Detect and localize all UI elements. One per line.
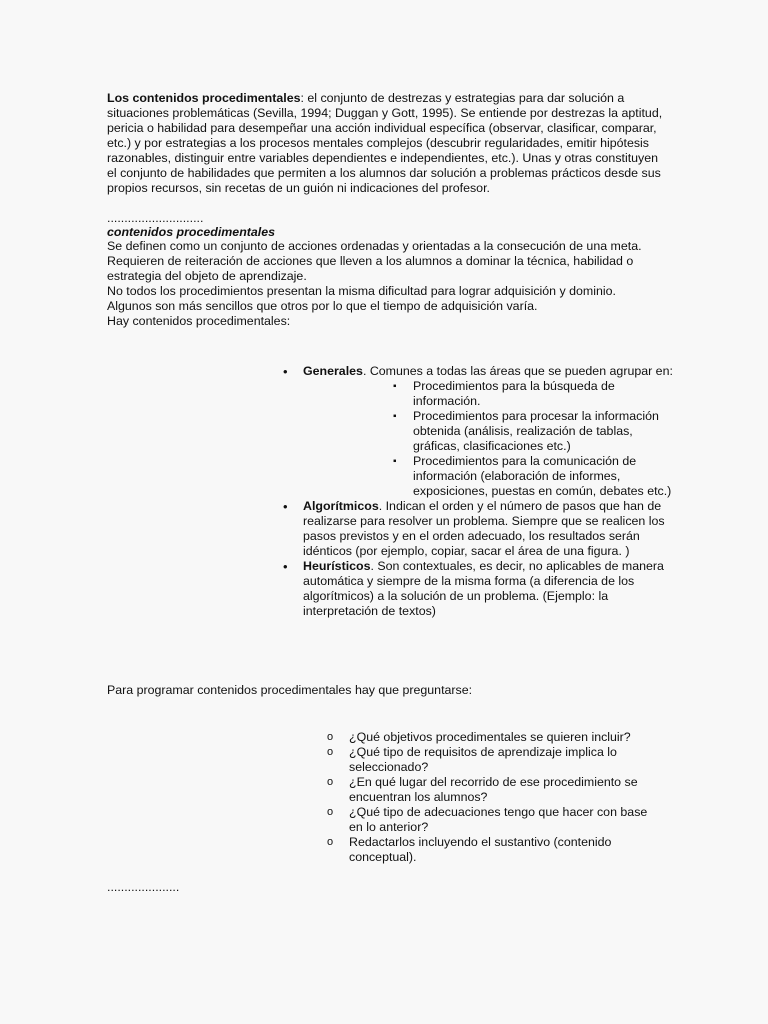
sub-list-item: ▪ Procedimientos para procesar la información obtenida (análisis, realización de tablas, gráficas, clasificaciones etc.) xyxy=(393,409,673,454)
question-item: o ¿En qué lugar del recorrido de ese procedimiento se encuentran los alumnos? xyxy=(327,775,657,805)
separator-dots-bottom: ..................... xyxy=(107,880,180,894)
questions-intro: Para programar contenidos procedimentales hay que preguntarse: xyxy=(107,683,473,697)
definition-line: Se definen como un conjunto de acciones ordenadas y orientadas a la consecución de una meta. xyxy=(107,239,642,253)
definition-line: Requieren de reiteración de acciones que lleven a los alumnos a dominar la técnica, habilidad o estrategia del objeto de aprendizaje. xyxy=(107,254,634,283)
sub-list-item: ▪ Procedimientos para la comunicación de información (elaboración de informes, exposiciones, puestas en común, debates etc.) xyxy=(393,454,673,499)
definitions-block xyxy=(107,239,667,329)
sub-list-item: ▪ Procedimientos para la búsqueda de información. xyxy=(393,379,673,409)
definition-line: Algunos son más sencillos que otros por lo que el tiempo de adquisición varía. xyxy=(107,299,538,313)
type-term: Algorítmicos xyxy=(303,499,379,513)
definition-line: No todos los procedimientos presentan la misma dificultad para lograr adquisición y dominio. xyxy=(107,284,616,298)
separator-dots: ............................ xyxy=(107,211,204,225)
type-text: . Comunes a todas las áreas que se pueden agrupar en: xyxy=(362,364,673,378)
question-item: o Redactarlos incluyendo el sustantivo (contenido conceptual). xyxy=(327,835,657,865)
type-text: . Indican el orden y el número de pasos que han de realizarse para resolver un problema. Siempre que se realicen los pasos previstos y en el orden adecuado, los resultados serán idénticos (por ejemplo, copiar, sacar el área de una figura. ) xyxy=(303,499,665,558)
list-item-generales xyxy=(283,364,673,499)
intro-paragraph xyxy=(107,91,667,196)
type-term: Generales xyxy=(303,364,363,378)
list-item-algoritmicos xyxy=(283,499,673,559)
subitems-list xyxy=(303,379,673,499)
list-item-heuristicos xyxy=(283,559,673,619)
intro-term: Los contenidos procedimentales xyxy=(107,91,301,105)
intro-text: : el conjunto de destrezas y estrategias para dar solución a situaciones problemáticas (Sevilla, 1994; Duggan y Gott, 1995). Se entiende por destrezas la aptitud, pericia o habilidad para desempeñar una acción individual específica (observar, clasificar, comparar, etc.) y por estrategias a los procesos mentales complejos (descubrir regularidades, emitir hipótesis razonables, distinguir entre variables dependientes e independientes, etc.). Unas y otras constituyen el conjunto de habilidades que permiten a los alumnos dar solución a problemas prácticos desde sus propios recursos, sin recetas de un guión ni indicaciones del profesor. xyxy=(107,91,663,195)
question-item: o ¿Qué tipo de adecuaciones tengo que hacer con base en lo anterior? xyxy=(327,805,657,835)
types-list xyxy=(283,364,673,619)
type-text: . Son contextuales, es decir, no aplicables de manera automática y siempre de la misma forma (a diferencia de los algorítmicos) a la solución de un problema. (Ejemplo: la interpretación de textos) xyxy=(303,559,664,618)
type-term: Heurísticos xyxy=(303,559,371,573)
definition-line: Hay contenidos procedimentales: xyxy=(107,314,291,328)
section-heading: contenidos procedimentales xyxy=(107,225,275,239)
questions-list xyxy=(327,730,657,865)
question-item: o ¿Qué objetivos procedimentales se quieren incluir? xyxy=(327,730,657,745)
question-item: o ¿Qué tipo de requisitos de aprendizaje implica lo seleccionado? xyxy=(327,745,657,775)
